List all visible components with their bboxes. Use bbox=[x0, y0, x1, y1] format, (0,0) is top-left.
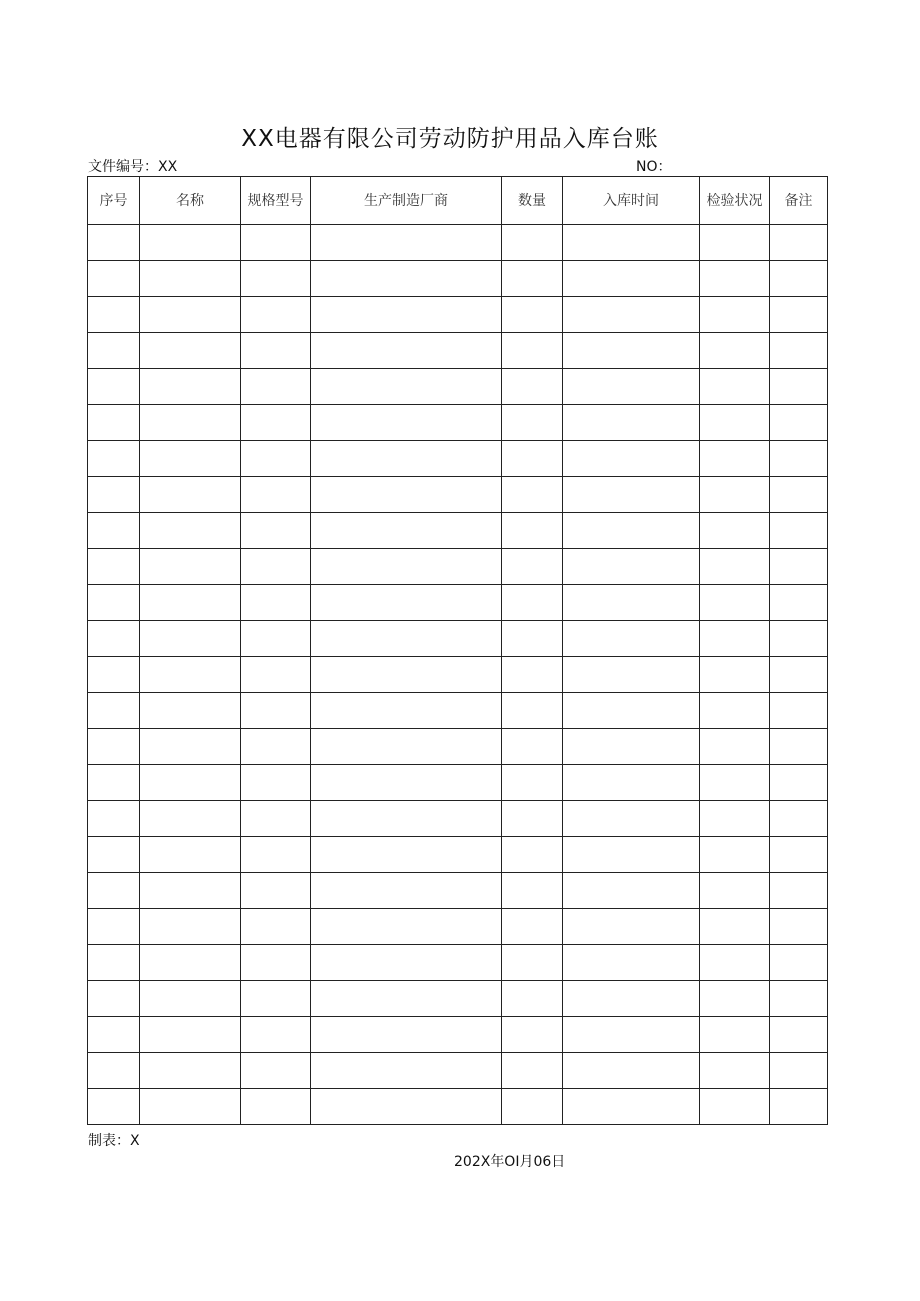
cell-name bbox=[140, 585, 241, 621]
cell-name bbox=[140, 405, 241, 441]
cell-spec-model bbox=[241, 369, 311, 405]
cell-seq bbox=[88, 369, 140, 405]
cell-name bbox=[140, 945, 241, 981]
cell-quantity bbox=[502, 981, 563, 1017]
cell-inspection-status bbox=[700, 261, 770, 297]
cell-manufacturer bbox=[311, 1089, 502, 1125]
cell-manufacturer bbox=[311, 297, 502, 333]
cell-manufacturer bbox=[311, 513, 502, 549]
cell-remarks bbox=[770, 477, 828, 513]
cell-seq bbox=[88, 405, 140, 441]
cell-remarks bbox=[770, 297, 828, 333]
cell-storage-time bbox=[563, 513, 700, 549]
cell-seq bbox=[88, 657, 140, 693]
cell-name bbox=[140, 693, 241, 729]
cell-name bbox=[140, 657, 241, 693]
cell-inspection-status bbox=[700, 405, 770, 441]
cell-spec-model bbox=[241, 693, 311, 729]
cell-inspection-status bbox=[700, 1089, 770, 1125]
table-row bbox=[88, 297, 828, 333]
cell-seq bbox=[88, 873, 140, 909]
cell-seq bbox=[88, 549, 140, 585]
cell-storage-time bbox=[563, 585, 700, 621]
cell-seq bbox=[88, 261, 140, 297]
table-row bbox=[88, 765, 828, 801]
cell-remarks bbox=[770, 765, 828, 801]
table-row bbox=[88, 621, 828, 657]
header-name: 名称 bbox=[140, 177, 241, 225]
cell-manufacturer bbox=[311, 405, 502, 441]
cell-remarks bbox=[770, 873, 828, 909]
cell-storage-time bbox=[563, 981, 700, 1017]
cell-name bbox=[140, 477, 241, 513]
table-row bbox=[88, 1017, 828, 1053]
cell-quantity bbox=[502, 729, 563, 765]
cell-quantity bbox=[502, 333, 563, 369]
cell-name bbox=[140, 729, 241, 765]
cell-name bbox=[140, 333, 241, 369]
cell-spec-model bbox=[241, 1089, 311, 1125]
cell-spec-model bbox=[241, 657, 311, 693]
cell-name bbox=[140, 909, 241, 945]
cell-spec-model bbox=[241, 1053, 311, 1089]
cell-quantity bbox=[502, 1089, 563, 1125]
cell-quantity bbox=[502, 945, 563, 981]
cell-spec-model bbox=[241, 981, 311, 1017]
cell-quantity bbox=[502, 261, 563, 297]
cell-seq bbox=[88, 477, 140, 513]
cell-remarks bbox=[770, 909, 828, 945]
cell-remarks bbox=[770, 549, 828, 585]
cell-inspection-status bbox=[700, 585, 770, 621]
table-row bbox=[88, 981, 828, 1017]
table-row bbox=[88, 801, 828, 837]
cell-remarks bbox=[770, 657, 828, 693]
cell-quantity bbox=[502, 801, 563, 837]
cell-spec-model bbox=[241, 585, 311, 621]
document-title: XX电器有限公司劳动防护用品入库台账 bbox=[241, 126, 659, 152]
header-quantity: 数量 bbox=[502, 177, 563, 225]
cell-storage-time bbox=[563, 225, 700, 261]
table-row bbox=[88, 261, 828, 297]
cell-quantity bbox=[502, 513, 563, 549]
cell-quantity bbox=[502, 873, 563, 909]
header-seq: 序号 bbox=[88, 177, 140, 225]
cell-inspection-status bbox=[700, 297, 770, 333]
cell-storage-time bbox=[563, 441, 700, 477]
cell-name bbox=[140, 1017, 241, 1053]
cell-quantity bbox=[502, 621, 563, 657]
cell-name bbox=[140, 513, 241, 549]
cell-storage-time bbox=[563, 549, 700, 585]
ledger-table bbox=[87, 176, 828, 1125]
record-number-label: NO： bbox=[636, 159, 672, 175]
file-number-label: 文件编号：XX bbox=[88, 159, 178, 175]
cell-inspection-status bbox=[700, 333, 770, 369]
cell-seq bbox=[88, 621, 140, 657]
cell-spec-model bbox=[241, 477, 311, 513]
cell-remarks bbox=[770, 1089, 828, 1125]
cell-inspection-status bbox=[700, 801, 770, 837]
cell-name bbox=[140, 549, 241, 585]
cell-inspection-status bbox=[700, 909, 770, 945]
cell-remarks bbox=[770, 585, 828, 621]
cell-spec-model bbox=[241, 297, 311, 333]
cell-spec-model bbox=[241, 225, 311, 261]
table-row bbox=[88, 1053, 828, 1089]
cell-remarks bbox=[770, 369, 828, 405]
cell-storage-time bbox=[563, 477, 700, 513]
cell-manufacturer bbox=[311, 873, 502, 909]
cell-seq bbox=[88, 801, 140, 837]
cell-manufacturer bbox=[311, 333, 502, 369]
cell-remarks bbox=[770, 1053, 828, 1089]
cell-name bbox=[140, 981, 241, 1017]
cell-manufacturer bbox=[311, 369, 502, 405]
table-row bbox=[88, 405, 828, 441]
cell-name bbox=[140, 837, 241, 873]
cell-storage-time bbox=[563, 333, 700, 369]
cell-spec-model bbox=[241, 945, 311, 981]
cell-inspection-status bbox=[700, 693, 770, 729]
cell-remarks bbox=[770, 621, 828, 657]
header-row bbox=[88, 177, 828, 225]
cell-inspection-status bbox=[700, 657, 770, 693]
table-row bbox=[88, 441, 828, 477]
table-row bbox=[88, 909, 828, 945]
cell-quantity bbox=[502, 225, 563, 261]
cell-manufacturer bbox=[311, 261, 502, 297]
table-row bbox=[88, 513, 828, 549]
cell-remarks bbox=[770, 981, 828, 1017]
cell-inspection-status bbox=[700, 477, 770, 513]
cell-quantity bbox=[502, 693, 563, 729]
cell-inspection-status bbox=[700, 873, 770, 909]
cell-seq bbox=[88, 225, 140, 261]
cell-inspection-status bbox=[700, 981, 770, 1017]
cell-manufacturer bbox=[311, 225, 502, 261]
cell-storage-time bbox=[563, 909, 700, 945]
cell-name bbox=[140, 441, 241, 477]
cell-inspection-status bbox=[700, 225, 770, 261]
cell-seq bbox=[88, 441, 140, 477]
cell-spec-model bbox=[241, 873, 311, 909]
cell-quantity bbox=[502, 369, 563, 405]
cell-spec-model bbox=[241, 513, 311, 549]
prepared-by-label: 制表：X bbox=[88, 1133, 140, 1149]
cell-manufacturer bbox=[311, 657, 502, 693]
cell-storage-time bbox=[563, 801, 700, 837]
cell-manufacturer bbox=[311, 477, 502, 513]
cell-remarks bbox=[770, 693, 828, 729]
cell-quantity bbox=[502, 477, 563, 513]
cell-storage-time bbox=[563, 837, 700, 873]
cell-quantity bbox=[502, 765, 563, 801]
cell-manufacturer bbox=[311, 441, 502, 477]
cell-manufacturer bbox=[311, 621, 502, 657]
cell-storage-time bbox=[563, 1089, 700, 1125]
cell-manufacturer bbox=[311, 729, 502, 765]
cell-storage-time bbox=[563, 657, 700, 693]
cell-name bbox=[140, 369, 241, 405]
cell-seq bbox=[88, 729, 140, 765]
cell-quantity bbox=[502, 441, 563, 477]
cell-storage-time bbox=[563, 369, 700, 405]
cell-storage-time bbox=[563, 1053, 700, 1089]
cell-seq bbox=[88, 765, 140, 801]
cell-spec-model bbox=[241, 333, 311, 369]
cell-inspection-status bbox=[700, 837, 770, 873]
cell-quantity bbox=[502, 1017, 563, 1053]
cell-remarks bbox=[770, 1017, 828, 1053]
cell-storage-time bbox=[563, 1017, 700, 1053]
cell-manufacturer bbox=[311, 585, 502, 621]
cell-manufacturer bbox=[311, 549, 502, 585]
cell-quantity bbox=[502, 585, 563, 621]
cell-name bbox=[140, 1053, 241, 1089]
cell-spec-model bbox=[241, 261, 311, 297]
table-row bbox=[88, 657, 828, 693]
cell-storage-time bbox=[563, 405, 700, 441]
cell-storage-time bbox=[563, 297, 700, 333]
cell-spec-model bbox=[241, 1017, 311, 1053]
cell-remarks bbox=[770, 801, 828, 837]
cell-manufacturer bbox=[311, 1017, 502, 1053]
table-row bbox=[88, 477, 828, 513]
document-date: 202X年OI月06日 bbox=[454, 1154, 566, 1170]
cell-manufacturer bbox=[311, 801, 502, 837]
table-row bbox=[88, 225, 828, 261]
cell-quantity bbox=[502, 405, 563, 441]
cell-spec-model bbox=[241, 801, 311, 837]
cell-seq bbox=[88, 981, 140, 1017]
cell-remarks bbox=[770, 945, 828, 981]
cell-quantity bbox=[502, 549, 563, 585]
cell-seq bbox=[88, 297, 140, 333]
header-remarks: 备注 bbox=[770, 177, 828, 225]
cell-spec-model bbox=[241, 621, 311, 657]
cell-manufacturer bbox=[311, 1053, 502, 1089]
table-row bbox=[88, 693, 828, 729]
cell-name bbox=[140, 225, 241, 261]
cell-seq bbox=[88, 513, 140, 549]
cell-inspection-status bbox=[700, 441, 770, 477]
cell-name bbox=[140, 873, 241, 909]
cell-spec-model bbox=[241, 405, 311, 441]
cell-inspection-status bbox=[700, 729, 770, 765]
cell-seq bbox=[88, 909, 140, 945]
cell-manufacturer bbox=[311, 981, 502, 1017]
cell-spec-model bbox=[241, 729, 311, 765]
cell-quantity bbox=[502, 1053, 563, 1089]
cell-manufacturer bbox=[311, 765, 502, 801]
cell-seq bbox=[88, 1053, 140, 1089]
table-row bbox=[88, 837, 828, 873]
cell-spec-model bbox=[241, 441, 311, 477]
cell-name bbox=[140, 261, 241, 297]
cell-quantity bbox=[502, 909, 563, 945]
cell-spec-model bbox=[241, 909, 311, 945]
ledger-body bbox=[88, 225, 828, 1125]
cell-remarks bbox=[770, 729, 828, 765]
cell-name bbox=[140, 801, 241, 837]
cell-seq bbox=[88, 1089, 140, 1125]
cell-quantity bbox=[502, 297, 563, 333]
table-row bbox=[88, 549, 828, 585]
cell-remarks bbox=[770, 225, 828, 261]
cell-inspection-status bbox=[700, 1017, 770, 1053]
cell-remarks bbox=[770, 261, 828, 297]
cell-quantity bbox=[502, 657, 563, 693]
header-spec-model: 规格型号 bbox=[241, 177, 311, 225]
cell-seq bbox=[88, 333, 140, 369]
table-row bbox=[88, 729, 828, 765]
cell-remarks bbox=[770, 513, 828, 549]
cell-storage-time bbox=[563, 621, 700, 657]
table-row bbox=[88, 945, 828, 981]
cell-manufacturer bbox=[311, 837, 502, 873]
cell-manufacturer bbox=[311, 693, 502, 729]
cell-quantity bbox=[502, 837, 563, 873]
cell-seq bbox=[88, 837, 140, 873]
cell-spec-model bbox=[241, 837, 311, 873]
cell-storage-time bbox=[563, 261, 700, 297]
cell-storage-time bbox=[563, 873, 700, 909]
cell-inspection-status bbox=[700, 945, 770, 981]
cell-manufacturer bbox=[311, 945, 502, 981]
header-manufacturer: 生产制造厂商 bbox=[311, 177, 502, 225]
cell-storage-time bbox=[563, 765, 700, 801]
cell-remarks bbox=[770, 333, 828, 369]
table-row bbox=[88, 873, 828, 909]
cell-inspection-status bbox=[700, 549, 770, 585]
cell-spec-model bbox=[241, 765, 311, 801]
cell-remarks bbox=[770, 837, 828, 873]
cell-remarks bbox=[770, 441, 828, 477]
cell-name bbox=[140, 297, 241, 333]
cell-spec-model bbox=[241, 549, 311, 585]
table-row bbox=[88, 333, 828, 369]
cell-seq bbox=[88, 585, 140, 621]
cell-inspection-status bbox=[700, 513, 770, 549]
cell-storage-time bbox=[563, 693, 700, 729]
cell-inspection-status bbox=[700, 765, 770, 801]
cell-storage-time bbox=[563, 729, 700, 765]
cell-seq bbox=[88, 1017, 140, 1053]
cell-storage-time bbox=[563, 945, 700, 981]
cell-remarks bbox=[770, 405, 828, 441]
cell-seq bbox=[88, 945, 140, 981]
header-inspection-status: 检验状况 bbox=[700, 177, 770, 225]
cell-inspection-status bbox=[700, 1053, 770, 1089]
cell-inspection-status bbox=[700, 621, 770, 657]
header-storage-time: 入库时间 bbox=[563, 177, 700, 225]
table-row bbox=[88, 369, 828, 405]
table-row bbox=[88, 1089, 828, 1125]
cell-name bbox=[140, 1089, 241, 1125]
cell-name bbox=[140, 765, 241, 801]
cell-manufacturer bbox=[311, 909, 502, 945]
table-row bbox=[88, 585, 828, 621]
cell-name bbox=[140, 621, 241, 657]
cell-seq bbox=[88, 693, 140, 729]
cell-inspection-status bbox=[700, 369, 770, 405]
